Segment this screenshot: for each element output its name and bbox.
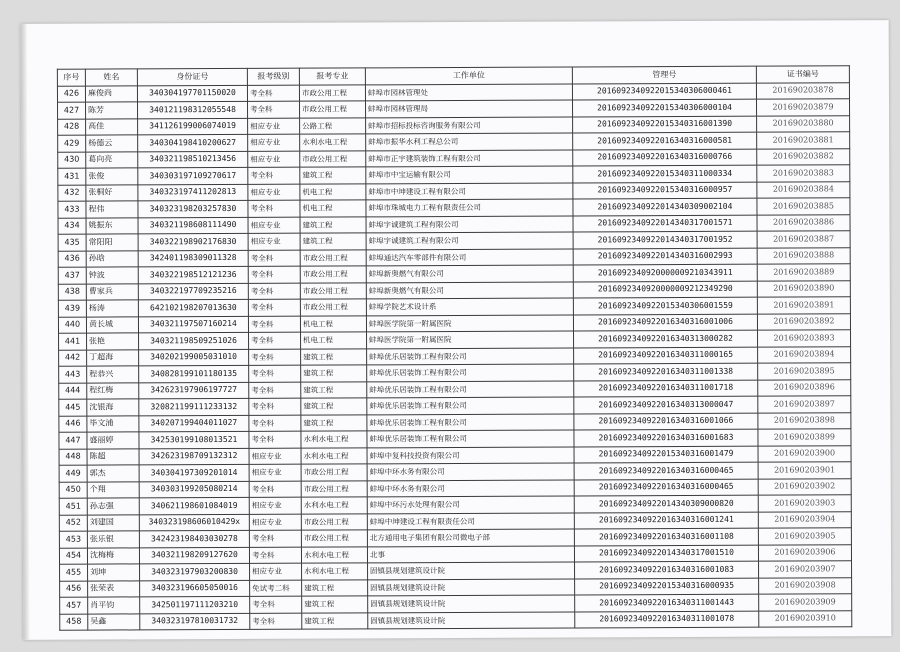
cell-no: 458	[60, 614, 88, 631]
cell-management-no: 2016092340922015340316001479	[574, 446, 758, 463]
cell-no: 434	[58, 218, 86, 235]
cell-major: 市政公用工程	[301, 530, 367, 547]
cell-employer: 蚌埠市正宇建筑装饰工程有限公司	[366, 149, 573, 166]
cell-id-number: 340202199005031010	[139, 349, 249, 366]
cell-management-no: 2016092340922014340309002104	[573, 198, 757, 215]
cell-no: 426	[57, 86, 85, 103]
cell-exam-level: 考全科	[249, 365, 301, 382]
header-employer: 工作单位	[365, 67, 572, 84]
cell-id-number: 340321198509251026	[139, 332, 249, 349]
cell-name: 程伟	[86, 201, 138, 218]
cell-employer: 蚌埠优乐居装饰工程有限公司	[367, 413, 574, 430]
cell-major: 建筑工程	[301, 398, 367, 415]
cell-no: 431	[58, 168, 86, 185]
cell-major: 水利水电工程	[301, 431, 367, 448]
cell-name: 个翔	[87, 481, 139, 498]
cell-certificate-no: 2016902039​08	[759, 577, 852, 594]
cell-no: 457	[60, 597, 88, 614]
cell-exam-level: 免试考二科	[250, 580, 302, 597]
cell-major: 市政公用工程	[299, 84, 365, 101]
cell-name: 常阳阳	[86, 234, 138, 251]
cell-employer: 固镇县规划建筑设计院	[368, 611, 575, 628]
header-major: 报考专业	[299, 68, 365, 85]
cell-major: 水利水电工程	[301, 546, 367, 563]
cell-management-no: 2016092340922016340316000465	[574, 479, 758, 496]
cell-id-number: 340321197507160214	[138, 316, 248, 333]
cell-id-number: 342423198403030278	[139, 530, 249, 547]
cell-name: 陈芳	[86, 102, 138, 119]
cell-management-no: 2016092340922016340316000766	[573, 149, 757, 166]
cell-no: 455	[60, 564, 88, 581]
cell-exam-level: 考全科	[249, 530, 301, 547]
cell-exam-level: 相应专业	[250, 563, 302, 580]
cell-name: 陈超	[87, 448, 139, 465]
cell-employer: 蚌埠市中宝运输有限公司	[366, 166, 573, 183]
cell-certificate-no: 2016902038​90	[757, 280, 850, 297]
cell-id-number: 340322198902176830	[138, 233, 248, 250]
cell-name: 肖平钧	[88, 597, 140, 614]
cell-major: 水利水电工程	[300, 134, 366, 151]
cell-id-number: 642102198207013630	[138, 299, 248, 316]
cell-major: 水利水电工程	[301, 447, 367, 464]
cell-major: 市政公用工程	[300, 249, 366, 266]
cell-id-number: 340323198203257830	[138, 200, 248, 217]
cell-id-number: 340304197701150020	[137, 85, 247, 102]
cell-no: 439	[58, 300, 86, 317]
cell-no: 444	[59, 383, 87, 400]
header-id-number: 身份证号	[137, 68, 247, 85]
cell-exam-level: 相应专业	[249, 448, 301, 465]
cell-certificate-no: 2016902039​09	[759, 594, 852, 611]
cell-management-no: 2016092340922016340316001006	[573, 314, 757, 331]
cell-name: 麻俊尚	[85, 85, 137, 102]
cell-no: 450	[59, 482, 87, 499]
cell-employer: 固镇县规划建筑设计院	[368, 562, 575, 579]
cell-no: 442	[59, 350, 87, 367]
cell-name: 孙晗	[86, 250, 138, 267]
cell-management-no: 2016092340922016340311001718	[574, 380, 758, 397]
cell-employer: 北事	[367, 545, 574, 562]
cell-name: 杨德云	[86, 135, 138, 152]
cell-exam-level: 考全科	[249, 382, 301, 399]
cell-name: 张艳	[87, 333, 139, 350]
cell-management-no: 2016092340922016340316000465	[574, 462, 758, 479]
cell-id-number: 342623198709132312	[139, 448, 249, 465]
cell-management-no: 2016092340920000009210343911	[573, 264, 757, 281]
cell-employer: 蚌埠学院艺术设计系	[366, 298, 573, 315]
cell-certificate-no: 2016902038​81	[757, 132, 850, 149]
cell-employer: 蚌埠优乐居装饰工程有限公司	[367, 430, 574, 447]
cell-major: 水利水电工程	[302, 563, 368, 580]
cell-name: 黄长城	[86, 316, 138, 333]
cell-employer: 北方通用电子集团有限公司微电子部	[367, 529, 574, 546]
cell-id-number: 340828199101180135	[139, 365, 249, 382]
cell-exam-level: 考全科	[250, 596, 302, 613]
cell-id-number: 340323196605050016	[140, 580, 250, 597]
cell-management-no: 2016092340922015340316000935	[575, 578, 759, 595]
cell-employer: 蚌埠市振华水利工程总公司	[366, 133, 573, 150]
cell-major: 公路工程	[300, 117, 366, 134]
cell-certificate-no: 2016902038​84	[757, 181, 850, 198]
cell-no: 447	[59, 432, 87, 449]
cell-certificate-no: 2016902039​03	[758, 495, 851, 512]
cell-name: 丁超海	[87, 349, 139, 366]
cell-name: 毕文浦	[87, 415, 139, 432]
cell-exam-level: 考全科	[249, 398, 301, 415]
cell-id-number: 340323197810031732	[140, 613, 250, 630]
roster-table	[57, 65, 852, 630]
cell-exam-level: 考全科	[248, 316, 300, 333]
cell-management-no: 2016092340922015340306000104	[572, 99, 756, 116]
cell-no: 443	[59, 366, 87, 383]
cell-management-no: 2016092340922014340316002993	[573, 248, 757, 265]
cell-major: 水利水电工程	[301, 497, 367, 514]
cell-exam-level: 考全科	[248, 266, 300, 283]
cell-major: 建筑工程	[301, 348, 367, 365]
cell-no: 446	[59, 416, 87, 433]
cell-name: 杨涛	[86, 300, 138, 317]
cell-management-no: 2016092340922014340317001571	[573, 215, 757, 232]
cell-exam-level: 相应专业	[248, 118, 300, 135]
cell-certificate-no: 2016902038​93	[758, 330, 851, 347]
cell-employer: 蚌埠优乐居装饰工程有限公司	[367, 397, 574, 414]
cell-employer: 蚌埠中复科技投资有限公司	[367, 446, 574, 463]
cell-employer: 蚌埠新奥燃气有限公司	[366, 281, 573, 298]
cell-employer: 蚌埠中环水务有限公司	[367, 463, 574, 480]
header-certificate-no: 证书编号	[756, 66, 849, 83]
cell-management-no: 2016092340922016340316001683	[574, 429, 758, 446]
cell-exam-level: 相应专业	[248, 134, 300, 151]
cell-exam-level: 相应专业	[249, 497, 301, 514]
cell-management-no: 2016092340922015340306001559	[573, 297, 757, 314]
cell-exam-level: 考全科	[249, 481, 301, 498]
cell-management-no: 2016092340922016340313000282	[574, 330, 758, 347]
cell-employer: 蚌埠医学院第一附属医院	[366, 314, 573, 331]
cell-name: 曹家兵	[86, 283, 138, 300]
cell-management-no: 2016092340922014340317001510	[574, 545, 758, 562]
cell-certificate-no: 2016902038​83	[757, 165, 850, 182]
cell-certificate-no: 2016902038​88	[757, 247, 850, 264]
cell-id-number: 342401198309011328	[138, 250, 248, 267]
cell-no: 453	[59, 531, 87, 548]
cell-id-number: 340322197709235216	[138, 283, 248, 300]
cell-employer: 固镇县规划建筑设计院	[368, 595, 575, 612]
cell-employer: 蚌埠市招标投标咨询服务有限公司	[366, 116, 573, 133]
cell-no: 456	[60, 581, 88, 598]
cell-management-no: 2016092340922016340316001108	[574, 528, 758, 545]
cell-certificate-no: 2016902038​78	[756, 82, 849, 99]
cell-name: 吴鑫	[88, 613, 140, 630]
cell-employer: 蚌埠宇诚建筑工程有限公司	[366, 215, 573, 232]
cell-id-number: 340321198510213456	[138, 151, 248, 168]
cell-management-no: 2016092340922015340311000334	[573, 165, 757, 182]
cell-certificate-no: 2016902039​04	[758, 511, 851, 528]
cell-employer: 蚌埠中坤建设工程有限责任公司	[367, 512, 574, 529]
cell-management-no: 2016092340922016340311000165	[574, 347, 758, 364]
cell-no: 438	[58, 284, 86, 301]
cell-major: 建筑工程	[301, 381, 367, 398]
cell-management-no: 2016092340922014340309000820	[574, 495, 758, 512]
cell-management-no: 2016092340922014340317001952	[573, 231, 757, 248]
cell-exam-level: 相应专业	[249, 464, 301, 481]
cell-certificate-no: 2016902038​86	[757, 214, 850, 231]
cell-major: 市政公用工程	[300, 282, 366, 299]
cell-major: 建筑工程	[301, 414, 367, 431]
cell-no: 430	[58, 152, 86, 169]
cell-no: 454	[59, 548, 87, 565]
cell-certificate-no: 2016902038​94	[758, 346, 851, 363]
cell-employer: 蚌埠优乐居装饰工程有限公司	[367, 347, 574, 364]
cell-exam-level: 考全科	[248, 283, 300, 300]
cell-certificate-no: 2016902038​91	[757, 297, 850, 314]
cell-management-no: 2016092340922016340316001241	[574, 512, 758, 529]
cell-id-number: 340303197109270617	[138, 167, 248, 184]
cell-management-no: 2016092340922016340316000581	[573, 132, 757, 149]
cell-major: 机电工程	[301, 332, 367, 349]
cell-exam-level: 考全科	[248, 200, 300, 217]
cell-certificate-no: 2016902038​92	[757, 313, 850, 330]
cell-certificate-no: 2016902038​82	[757, 148, 850, 165]
page-edge-shadow	[21, 24, 30, 640]
cell-id-number: 342623197906197727	[139, 382, 249, 399]
cell-certificate-no: 2016902038​87	[757, 231, 850, 248]
cell-name: 程红梅	[87, 382, 139, 399]
cell-name: 盛丽婷	[87, 432, 139, 449]
header-management-no: 管理号	[572, 66, 756, 83]
cell-major: 市政公用工程	[300, 101, 366, 118]
cell-certificate-no: 2016902038​85	[757, 198, 850, 215]
cell-name: 葛向亮	[86, 151, 138, 168]
cell-management-no: 2016092340922016340311001443	[575, 594, 759, 611]
cell-id-number: 340621198601084019	[139, 497, 249, 514]
cell-id-number: 340321198608111490	[138, 217, 248, 234]
cell-major: 机电工程	[300, 183, 366, 200]
cell-certificate-no: 2016902038​79	[756, 99, 849, 116]
cell-major: 市政公用工程	[300, 299, 366, 316]
cell-major: 市政公用工程	[301, 464, 367, 481]
cell-name: 张乐银	[87, 531, 139, 548]
cell-name: 张俊	[86, 168, 138, 185]
cell-id-number: 340303199205080214	[139, 481, 249, 498]
table-row	[60, 610, 852, 630]
cell-exam-level: 考全科	[248, 167, 300, 184]
cell-major: 市政公用工程	[301, 480, 367, 497]
cell-major: 市政公用工程	[301, 513, 367, 530]
cell-certificate-no: 2016902039​00	[758, 445, 851, 462]
cell-major: 建筑工程	[302, 612, 368, 629]
cell-id-number: 340323197903200830	[140, 563, 250, 580]
cell-no: 428	[58, 119, 86, 136]
cell-major: 机电工程	[300, 315, 366, 332]
cell-id-number: 340322198512121236	[138, 266, 248, 283]
cell-id-number: 320821199111233132	[139, 398, 249, 415]
cell-certificate-no: 2016902039​02	[758, 478, 851, 495]
cell-name: 刘坤	[88, 564, 140, 581]
cell-employer: 蚌埠中环污水处理有限公司	[367, 496, 574, 513]
cell-management-no: 2016092340922016340311001338	[574, 363, 758, 380]
cell-id-number: 340304197309201014	[139, 464, 249, 481]
cell-certificate-no: 2016902039​07	[759, 561, 852, 578]
cell-major: 建筑工程	[300, 216, 366, 233]
cell-management-no: 2016092340922016340316001066	[574, 413, 758, 430]
cell-exam-level: 考全科	[247, 85, 299, 102]
cell-exam-level: 考全科	[248, 101, 300, 118]
cell-major: 市政公用工程	[300, 266, 366, 283]
cell-employer: 蚌埠中环水务有限公司	[367, 479, 574, 496]
cell-certificate-no: 2016902038​96	[758, 379, 851, 396]
cell-no: 435	[58, 234, 86, 251]
cell-certificate-no: 2016902038​97	[758, 396, 851, 413]
cell-id-number: 340321198209127620	[139, 547, 249, 564]
cell-no: 448	[59, 449, 87, 466]
cell-employer: 蚌埠市中坤建设工程有限公司	[366, 182, 573, 199]
cell-management-no: 2016092340922016340316001083	[575, 561, 759, 578]
cell-employer: 蚌埠优乐居装饰工程有限公司	[367, 364, 574, 381]
cell-certificate-no: 2016902038​80	[757, 115, 850, 132]
cell-name: 刘建国	[87, 514, 139, 531]
cell-exam-level: 考全科	[249, 332, 301, 349]
cell-exam-level: 考全科	[249, 547, 301, 564]
cell-name: 张荣表	[88, 580, 140, 597]
cell-no: 432	[58, 185, 86, 202]
cell-employer: 蚌埠医学院第一附属医院	[367, 331, 574, 348]
cell-name: 姚振东	[86, 217, 138, 234]
header-exam-level: 报考级别	[247, 68, 299, 85]
cell-management-no: 2016092340922016340313000047	[574, 396, 758, 413]
cell-name: 沈银海	[87, 399, 139, 416]
cell-employer: 蚌埠市珠城电力工程有限责任公司	[366, 199, 573, 216]
cell-certificate-no: 2016902039​01	[758, 462, 851, 479]
cell-id-number: 340323197411202813	[138, 184, 248, 201]
cell-id-number: 340207199404011027	[139, 415, 249, 432]
cell-major: 建筑工程	[300, 233, 366, 250]
cell-name: 钟波	[86, 267, 138, 284]
cell-id-number: 342501197111203210	[140, 596, 250, 613]
cell-employer: 蚌埠优乐居装饰工程有限公司	[367, 380, 574, 397]
cell-employer: 固镇县规划建筑设计院	[368, 578, 575, 595]
cell-major: 建筑工程	[302, 596, 368, 613]
cell-management-no: 2016092340920000009212349290	[573, 281, 757, 298]
cell-no: 429	[58, 135, 86, 152]
cell-id-number: 340304198410200627	[138, 134, 248, 151]
cell-id-number: 340121198312055548	[138, 101, 248, 118]
cell-major: 建筑工程	[300, 167, 366, 184]
cell-exam-level: 考全科	[248, 250, 300, 267]
header-name: 姓名	[85, 69, 137, 86]
cell-certificate-no: 2016902038​95	[758, 363, 851, 380]
cell-management-no: 2016092340922015340316000957	[573, 182, 757, 199]
cell-certificate-no: 2016902039​05	[758, 528, 851, 545]
cell-management-no: 2016092340922016340311001078	[575, 611, 759, 628]
cell-name: 郭杰	[87, 465, 139, 482]
cell-employer: 蚌埠宇诚建筑工程有限公司	[366, 232, 573, 249]
cell-certificate-no: 2016902038​99	[758, 429, 851, 446]
cell-certificate-no: 2016902039​06	[758, 544, 851, 561]
cell-employer: 蚌埠市园林管理局	[365, 100, 572, 117]
cell-major: 建筑工程	[301, 365, 367, 382]
cell-exam-level: 相应专业	[248, 184, 300, 201]
cell-id-number: 341126199006074019	[138, 118, 248, 135]
cell-no: 451	[59, 498, 87, 515]
cell-no: 445	[59, 399, 87, 416]
cell-employer: 蚌埠市园林管理处	[365, 83, 572, 100]
cell-exam-level: 考全科	[249, 349, 301, 366]
cell-name: 沈梅梅	[87, 547, 139, 564]
cell-id-number: 340323198606010429x	[139, 514, 249, 531]
cell-exam-level: 相应专业	[248, 217, 300, 234]
cell-exam-level: 相应专业	[248, 233, 300, 250]
cell-id-number: 342530199108013521	[139, 431, 249, 448]
cell-exam-level: 相应专业	[248, 151, 300, 168]
cell-certificate-no: 2016902039​10	[759, 610, 852, 627]
cell-name: 高佳	[86, 118, 138, 135]
cell-certificate-no: 2016902038​89	[757, 264, 850, 281]
cell-no: 436	[58, 251, 86, 268]
cell-no: 433	[58, 201, 86, 218]
cell-major: 机电工程	[300, 200, 366, 217]
cell-exam-level: 考全科	[250, 613, 302, 630]
cell-certificate-no: 2016902038​98	[758, 412, 851, 429]
cell-no: 427	[58, 102, 86, 119]
cell-name: 孙志强	[87, 498, 139, 515]
cell-name: 程恭兴	[87, 366, 139, 383]
cell-no: 441	[59, 333, 87, 350]
cell-no: 440	[58, 317, 86, 334]
cell-no: 437	[58, 267, 86, 284]
cell-major: 市政公用工程	[300, 150, 366, 167]
cell-exam-level: 考全科	[249, 415, 301, 432]
cell-management-no: 2016092340922015340316001390	[573, 116, 757, 133]
cell-no: 449	[59, 465, 87, 482]
scanned-page	[21, 20, 892, 640]
table-body	[57, 82, 851, 630]
cell-management-no: 2016092340922015340306000461	[572, 83, 756, 100]
cell-name: 张桐好	[86, 184, 138, 201]
cell-employer: 蚌埠新奥燃气有限公司	[366, 265, 573, 282]
header-no: 序号	[57, 69, 85, 86]
cell-exam-level: 相应专业	[249, 514, 301, 531]
cell-employer: 蚌埠通达汽车零部件有限公司	[366, 248, 573, 265]
cell-exam-level: 考全科	[249, 431, 301, 448]
cell-no: 452	[59, 515, 87, 532]
cell-major: 建筑工程	[302, 579, 368, 596]
cell-exam-level: 考全科	[248, 299, 300, 316]
